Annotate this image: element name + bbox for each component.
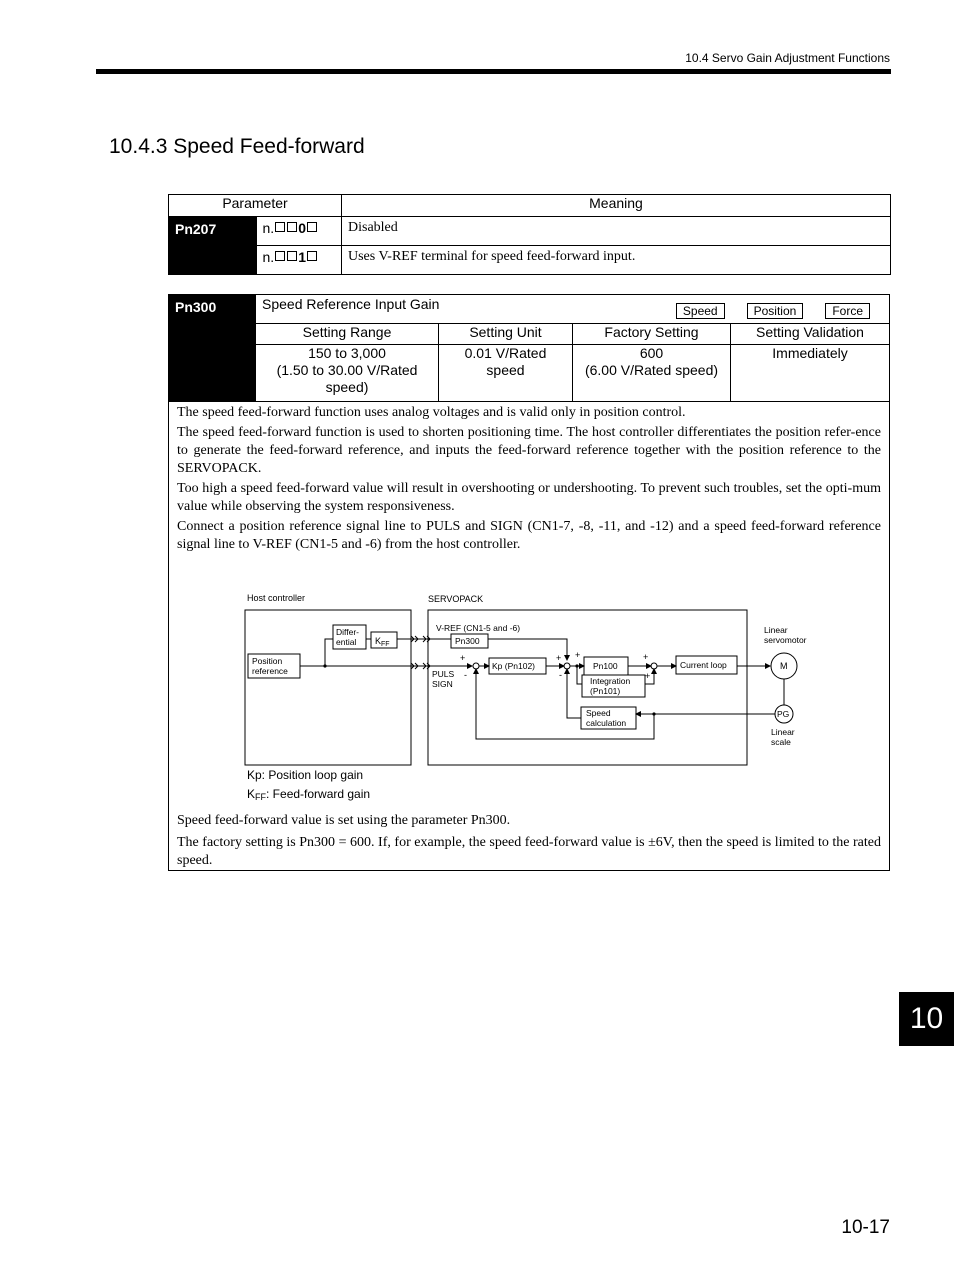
svg-text:+: + bbox=[556, 653, 562, 663]
label-servopack: SERVOPACK bbox=[428, 594, 484, 604]
tag-force: Force bbox=[825, 303, 870, 319]
label-host-controller: Host controller bbox=[247, 593, 306, 603]
svg-text:PULS: PULS bbox=[432, 669, 455, 679]
hdr-setting-unit: Setting Unit bbox=[439, 324, 573, 345]
svg-text:servomotor: servomotor bbox=[764, 635, 807, 645]
pn207-value-0: n. 0 bbox=[256, 217, 342, 246]
hdr-factory-setting: Factory Setting bbox=[573, 324, 731, 345]
tag-position: Position bbox=[747, 303, 804, 319]
pn207-value-1: n. 1 bbox=[256, 246, 342, 275]
hdr-setting-validation: Setting Validation bbox=[731, 324, 890, 345]
svg-text:scale: scale bbox=[771, 737, 791, 747]
svg-text:+: + bbox=[643, 652, 649, 662]
svg-text:reference: reference bbox=[252, 666, 288, 676]
col-parameter: Parameter bbox=[169, 195, 342, 217]
svg-text:+: + bbox=[645, 671, 651, 681]
svg-text:KFF: $K_{FF}$ bbox=[375, 636, 390, 648]
pn207-meaning-0: Disabled bbox=[342, 217, 891, 246]
val-setting-unit: 0.01 V/Rated speed bbox=[439, 345, 573, 402]
svg-text:+: + bbox=[460, 653, 466, 663]
pn300-description bbox=[169, 402, 890, 871]
svg-text:PG: PG bbox=[777, 709, 790, 719]
val-factory-setting: 600 (6.00 V/Rated speed) bbox=[573, 345, 731, 402]
svg-text:ential: ential bbox=[336, 637, 357, 647]
pn300-name: Speed Reference Input Gain bbox=[262, 296, 440, 312]
pn300-label: Pn300 bbox=[169, 295, 256, 402]
svg-text:Linear: Linear bbox=[764, 625, 788, 635]
svg-text:M: M bbox=[780, 661, 788, 671]
paragraph-2: The speed feed-forward function is used to shorten positioning time. The host controller differentiates the position refer-ence to generate the feed-forward reference, and inputs the feed-forward reference together with the position reference to the SERVOPACK. bbox=[177, 425, 881, 476]
paragraph-3: Too high a speed feed-forward value will result in overshooting or undershooting. To prevent such troubles, set the opti-mum value while observing the system responsiveness. bbox=[177, 481, 881, 514]
svg-text:Position: Position bbox=[252, 656, 283, 666]
svg-text:+: + bbox=[575, 650, 581, 660]
svg-text:V-REF (CN1-5 and -6): V-REF (CN1-5 and -6) bbox=[436, 623, 521, 633]
paragraph-1: The speed feed-forward function uses analog voltages and is valid only in position control. bbox=[177, 405, 686, 420]
svg-text:Integration: Integration bbox=[590, 676, 631, 686]
running-header: 10.4 Servo Gain Adjustment Functions bbox=[685, 51, 890, 65]
svg-text:Speed: Speed bbox=[586, 708, 611, 718]
page-number: 10-17 bbox=[841, 1217, 890, 1238]
hdr-setting-range: Setting Range bbox=[256, 324, 439, 345]
host-controller-box bbox=[245, 610, 411, 765]
after-paragraph-1: Speed feed-forward value is set using the parameter Pn300. bbox=[177, 813, 511, 828]
svg-text:calculation: calculation bbox=[586, 718, 627, 728]
header-rule bbox=[96, 69, 891, 74]
pn300-title-row bbox=[256, 295, 890, 324]
legend-kff: KFF: Feed-forward gain bbox=[247, 787, 371, 802]
svg-text:-: - bbox=[464, 670, 467, 680]
col-meaning: Meaning bbox=[342, 195, 891, 217]
paragraph-4: Connect a position reference signal line to PULS and SIGN (CN1-7, -8, -11, and -12) and a speed feed-forward reference signal line to V-REF (CN1-5 and -6) from the host controller. bbox=[177, 519, 881, 552]
tag-speed: Speed bbox=[676, 303, 725, 319]
svg-text:Differ-: Differ- bbox=[336, 627, 359, 637]
pn207-table bbox=[168, 194, 891, 275]
svg-text:-: - bbox=[559, 670, 562, 680]
val-setting-range: 150 to 3,000 (1.50 to 30.00 V/Rated speed) bbox=[256, 345, 439, 402]
svg-text:Pn300: Pn300 bbox=[455, 636, 480, 646]
pn300-table bbox=[168, 294, 890, 871]
chapter-tab: 10 bbox=[899, 992, 954, 1046]
svg-text:SIGN: SIGN bbox=[432, 679, 453, 689]
val-setting-validation: Immediately bbox=[731, 345, 890, 402]
pn207-meaning-1: Uses V-REF terminal for speed feed-forward input. bbox=[342, 246, 891, 275]
svg-text:Current loop: Current loop bbox=[680, 660, 727, 670]
section-title: 10.4.3 Speed Feed-forward bbox=[109, 135, 365, 158]
svg-text:Linear: Linear bbox=[771, 727, 795, 737]
block-diagram bbox=[239, 587, 807, 802]
svg-text:Pn100: Pn100 bbox=[593, 661, 618, 671]
pn207-label: Pn207 bbox=[169, 217, 257, 275]
after-paragraph-2: The factory setting is Pn300 = 600. If, for example, the speed feed-forward value is ±6V, then the speed is limited to the rated speed. bbox=[177, 835, 881, 868]
svg-text:(Pn101): (Pn101) bbox=[590, 686, 621, 696]
svg-text:Kp (Pn102): Kp (Pn102) bbox=[492, 661, 535, 671]
legend-kp: Kp: Position loop gain bbox=[247, 768, 364, 782]
